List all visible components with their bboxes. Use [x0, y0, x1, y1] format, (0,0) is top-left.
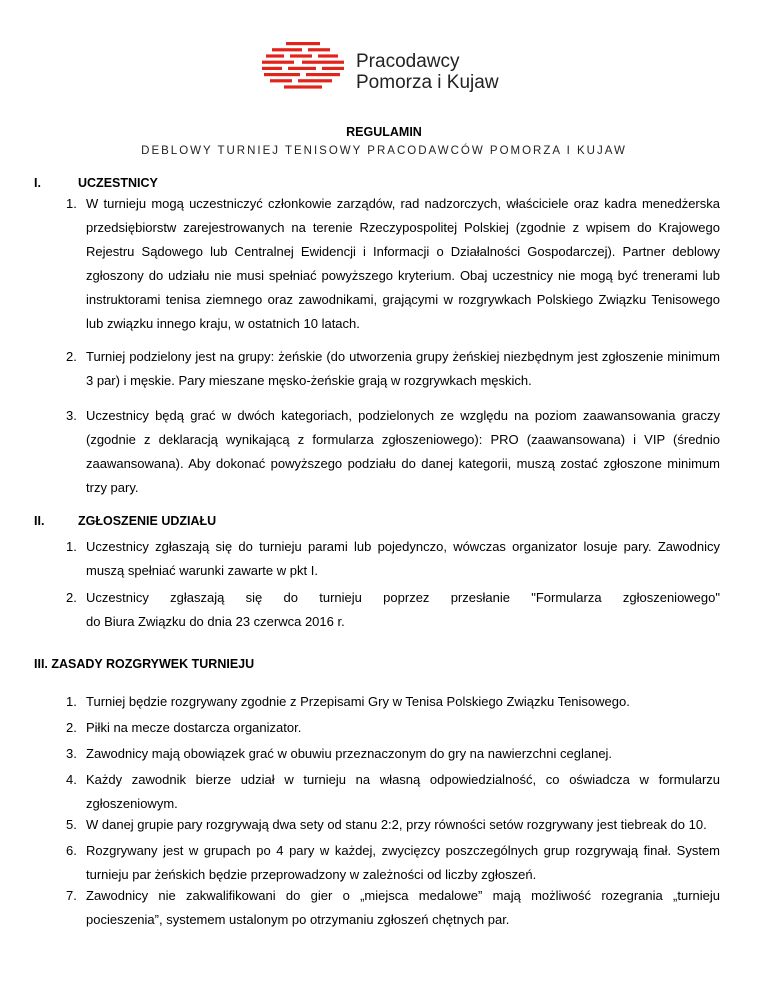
- item-number: 7.: [66, 888, 77, 903]
- item-text-continuation: do Biura Związku do dnia 23 czerwca 2016 r.: [86, 614, 345, 629]
- logo-line2: Pomorza i Kujaw: [356, 72, 499, 93]
- item-number: 5.: [66, 817, 77, 832]
- section-number: II.: [34, 514, 45, 528]
- item-text: Zawodnicy nie zakwalifikowani do gier o „miejsca medalowe” mają możliwość rozegrania „turnieju pocieszenia”, systemem ustalonym po otrzymaniu zgłoszeń chętnych par.: [86, 888, 720, 927]
- item-number: 2.: [66, 720, 77, 735]
- logo-line1: Pracodawcy: [356, 51, 460, 72]
- document-subtitle: DEBLOWY TURNIEJ TENISOWY PRACODAWCÓW POMORZA I KUJAW: [141, 145, 627, 157]
- item-text: Każdy zawodnik bierze udział w turnieju na własną odpowiedzialność, co oświadcza w formularzu zgłoszeniowym.: [86, 772, 720, 811]
- item-number: 1.: [66, 694, 77, 709]
- item-number: 2.: [66, 590, 77, 605]
- logo-text: [356, 51, 499, 93]
- item-number: 3.: [66, 408, 77, 423]
- item-text: W turnieju mogą uczestniczyć członkowie zarządów, rad nadzorczych, właściciele oraz kadra menedżerska przedsiębiorstw zarejestrowanych na terenie Rzeczypospolitej Polskiej (zgodnie z wpisem do Krajowego Rejestru Sądowego lub Centralnej Ewidencji i Informacji o Działalności Gospodarczej). Partner deblowy zgłoszony do udziału nie musi spełniać powyższego kryterium. Obaj uczestnicy nie mogą być trenerami lub instruktorami tenisa ziemnego oraz zawodnikami, grającymi w rozgrywkach Polskiego Związku Tenisowego lub związku innego kraju, w ostatnich 10 latach.: [86, 196, 720, 331]
- section-label: ZGŁOSZENIE UDZIAŁU: [78, 514, 217, 528]
- item-text: Uczestnicy zgłaszają się do turnieju parami lub pojedynczo, wówczas organizator losuje pary. Zawodnicy muszą spełniać warunki zawarte w pkt I.: [86, 539, 720, 578]
- document-title: REGULAMIN: [346, 125, 422, 139]
- item-number: 1.: [66, 539, 77, 554]
- item-number: 2.: [66, 349, 77, 364]
- item-number: 4.: [66, 772, 77, 787]
- section-label: III. ZASADY ROZGRYWEK TURNIEJU: [34, 657, 255, 671]
- section-label: UCZESTNICY: [78, 176, 158, 190]
- logo-stripes-icon: [262, 42, 344, 90]
- logo: [262, 42, 522, 93]
- item-text: Piłki na mecze dostarcza organizator.: [86, 720, 302, 735]
- item-number: 3.: [66, 746, 77, 761]
- item-number: 6.: [66, 843, 77, 858]
- item-text-block: [86, 586, 720, 634]
- item-text: Turniej będzie rozgrywany zgodnie z Przepisami Gry w Tenisa Polskiego Związku Tenisowego.: [86, 694, 630, 709]
- item-text: Uczestnicy będą grać w dwóch kategoriach, podzielonych ze względu na poziom zaawansowania graczy (zgodnie z deklaracją wynikającą z formularza zgłoszeniowego): PRO (zaawansowana) i VIP (średnio zaawansowana). Aby dokonać powyższego podziału do danej kategorii, muszą zostać zgłoszone minimum trzy pary.: [86, 408, 720, 495]
- item-number: 1.: [66, 196, 77, 211]
- item-text: Rozgrywany jest w grupach po 4 pary w każdej, zwycięzcy poszczególnych grup rozgrywają finał. System turnieju par żeńskich będzie przeprowadzony w zależności od liczby zgłoszeń.: [86, 843, 720, 882]
- item-text: Uczestnicy zgłaszają się do turnieju poprzez przesłanie "Formularza zgłoszeniowego": [86, 590, 720, 605]
- item-text: Turniej podzielony jest na grupy: żeńskie (do utworzenia grupy żeńskiej niezbędnym jest zgłoszenie minimum 3 par) i męskie. Pary mieszane męsko-żeńskie grają w rozgrywkach męskich.: [86, 349, 720, 388]
- item-text: Zawodnicy mają obowiązek grać w obuwiu przeznaczonym do gry na nawierzchni ceglanej.: [86, 746, 613, 761]
- section-number: I.: [34, 176, 41, 190]
- section-heading-2: [34, 514, 434, 532]
- section-heading-3: [34, 657, 534, 675]
- item-text: W danej grupie pary rozgrywają dwa sety od stanu 2:2, przy równości setów rozgrywany jest tiebreak do 10.: [86, 817, 707, 832]
